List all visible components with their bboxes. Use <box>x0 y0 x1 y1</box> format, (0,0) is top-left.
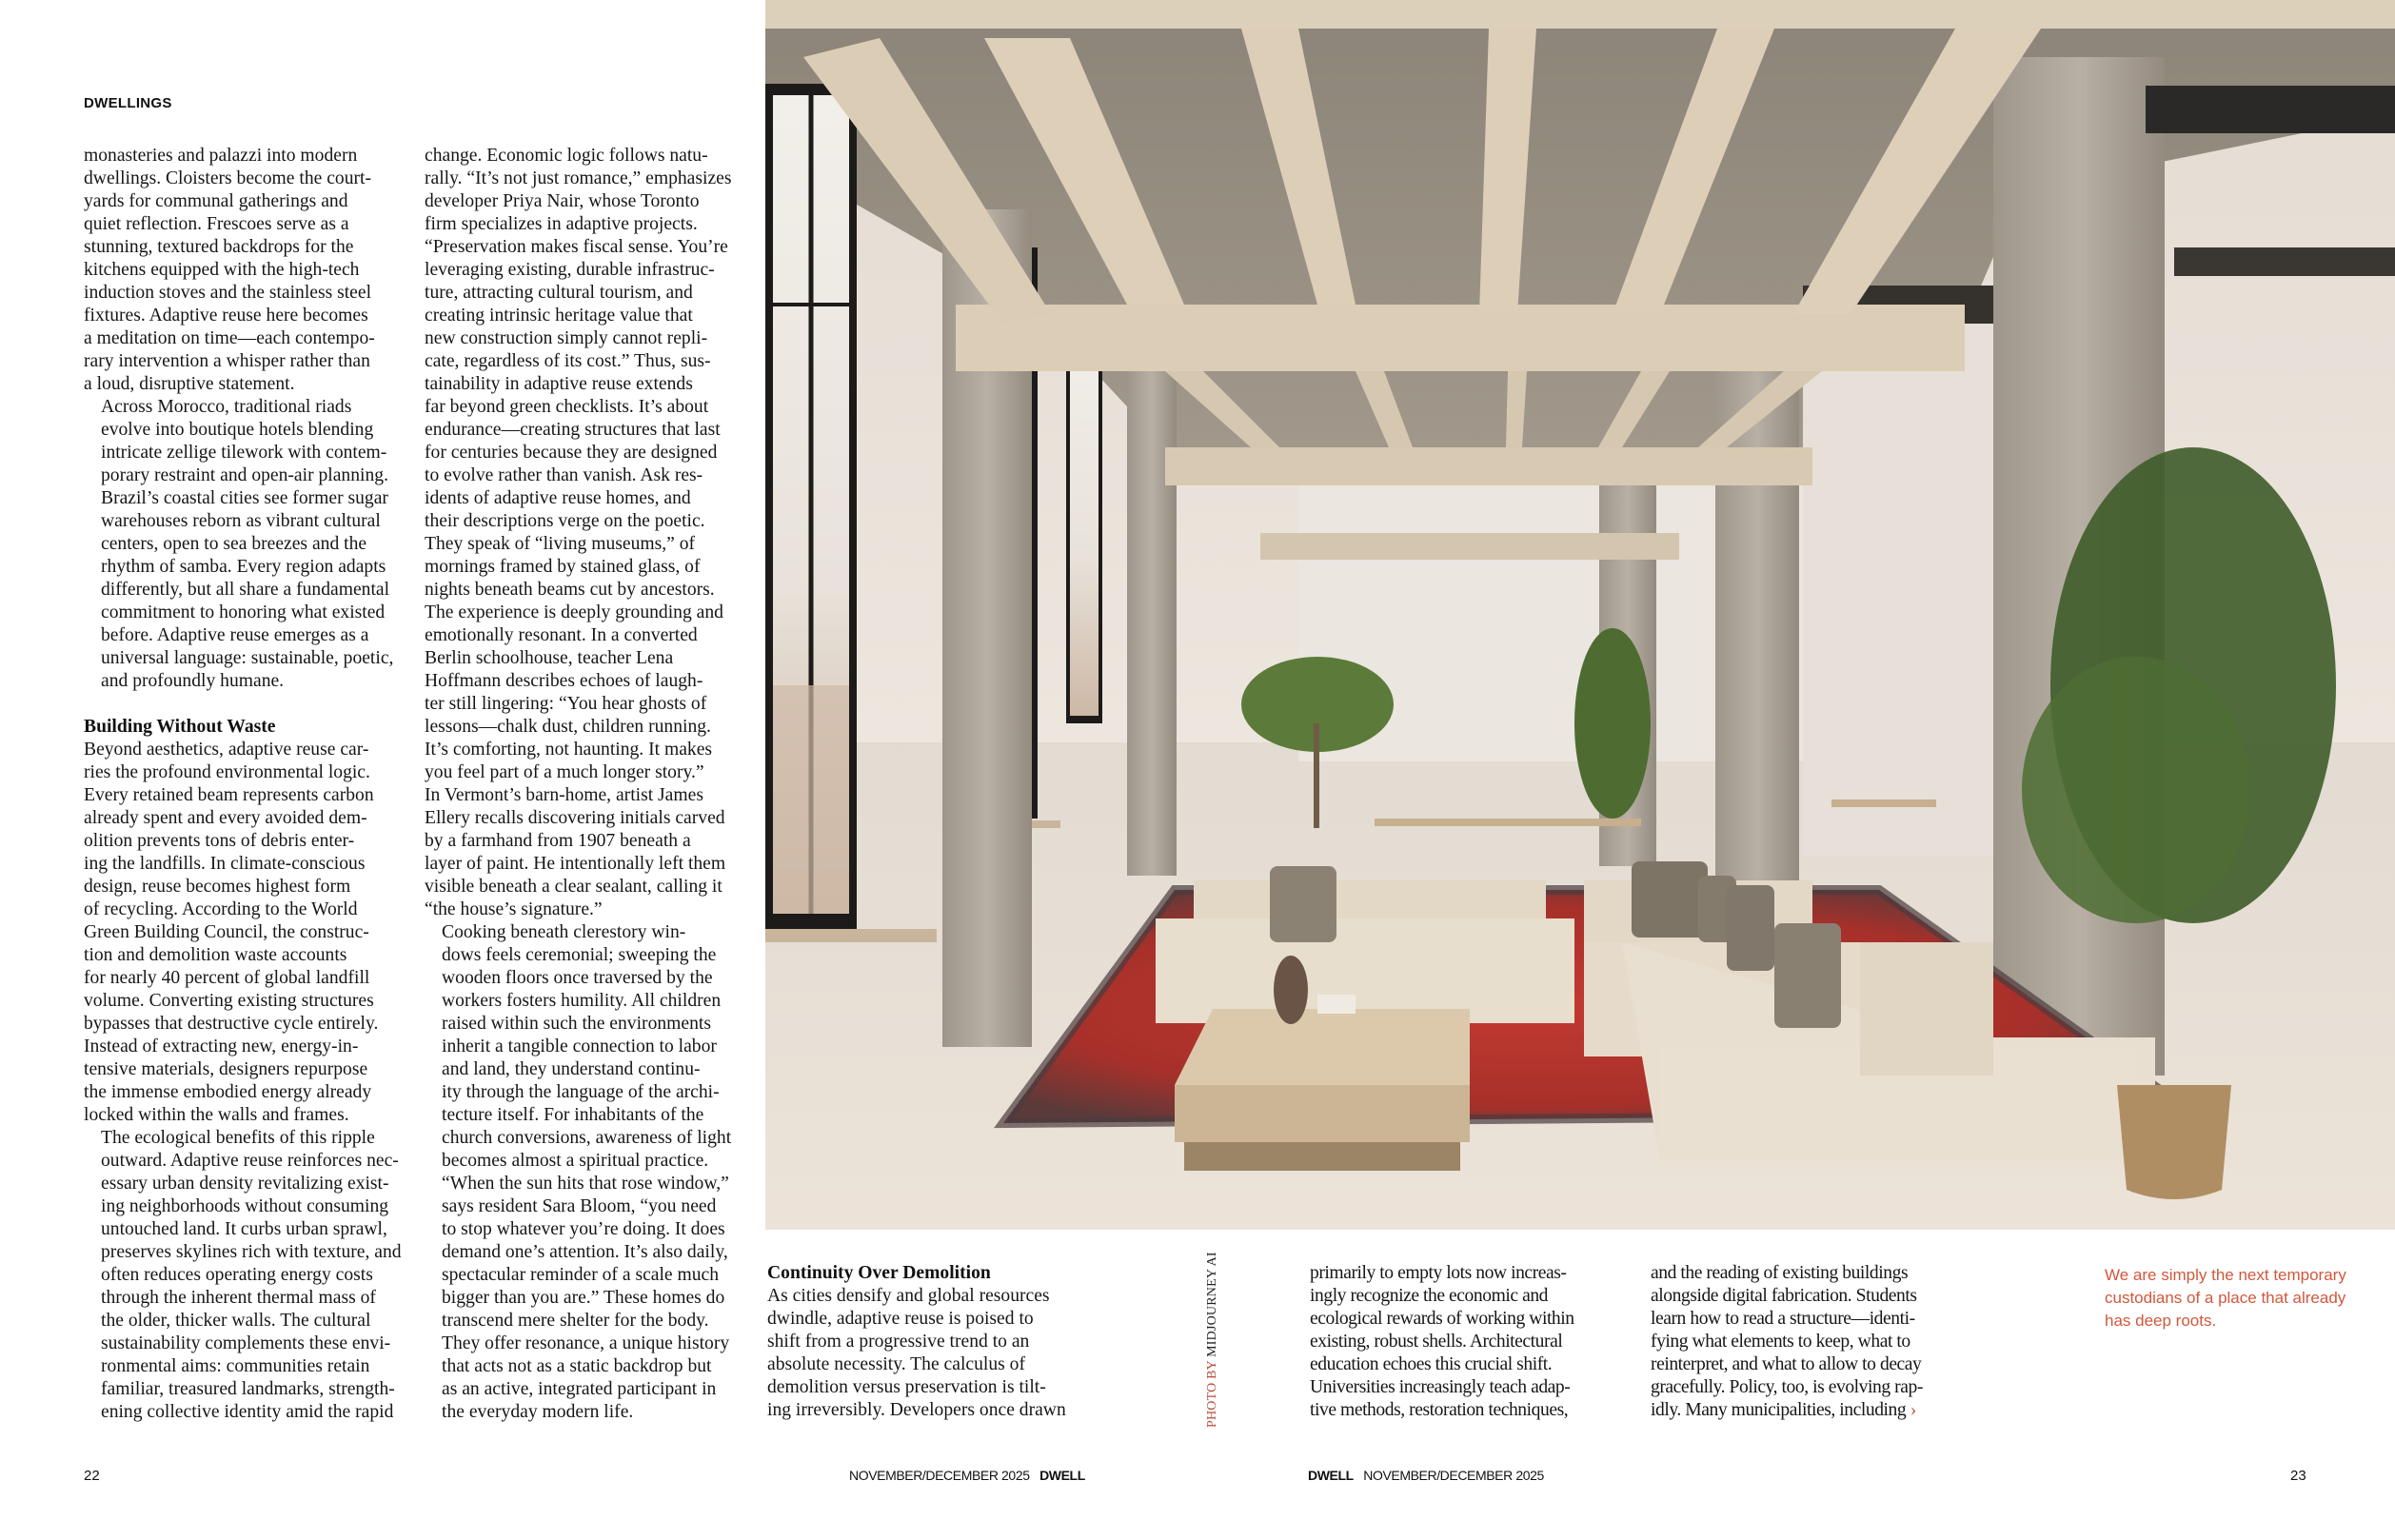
text-line: They speak of “living museums,” of <box>425 534 696 554</box>
pull-quote: We are simply the next temporary custodians of a place that already has deep roots. <box>2105 1266 2346 1330</box>
magazine-brand: DWELL <box>1039 1468 1085 1483</box>
text-line: shift from a progressive trend to an <box>767 1332 1030 1352</box>
text-line: “the house’s signature.” <box>425 899 603 919</box>
text-line: often reduces operating energy costs <box>101 1265 373 1285</box>
text-line: familiar, treasured landmarks, strength- <box>101 1379 395 1399</box>
magazine-brand: DWELL <box>1308 1468 1354 1483</box>
text-line: change. Economic logic follows natu- <box>425 146 708 166</box>
subheading-building-without-waste: Building Without Waste <box>84 717 276 737</box>
text-line: It’s comforting, not haunting. It makes <box>425 740 713 760</box>
text-line: As cities densify and global resources <box>767 1286 1050 1306</box>
article-column-4 <box>1310 1262 1624 1422</box>
loft-interior-image <box>765 0 2395 1230</box>
text-line: centers, open to sea breezes and the <box>101 534 367 554</box>
text-line: primarily to empty lots now increas- <box>1310 1263 1567 1283</box>
text-line: Instead of extracting new, energy-in- <box>84 1037 359 1056</box>
feature-photo <box>765 0 2395 1230</box>
text-line: bigger than you are.” These homes do <box>442 1288 725 1308</box>
text-line: ries the profound environmental logic. <box>84 762 370 782</box>
paragraph <box>425 145 748 921</box>
text-line: church conversions, awareness of light <box>442 1128 732 1148</box>
text-line: tecture itself. For inhabitants of the <box>442 1105 704 1125</box>
paragraph <box>84 1127 402 1424</box>
text-line: inherit a tangible connection to labor <box>442 1037 717 1056</box>
text-line: to evolve rather than vanish. Ask res- <box>425 465 703 485</box>
text-line: as an active, integrated participant in <box>442 1379 717 1399</box>
text-line: ing neighborhoods without consuming <box>101 1196 389 1216</box>
text-line: dwindle, adaptive reuse is poised to <box>767 1309 1034 1329</box>
text-line: yards for communal gatherings and <box>84 191 348 211</box>
text-line: essary urban density revitalizing exist- <box>101 1174 389 1194</box>
text-line: becomes almost a spiritual practice. <box>442 1151 709 1171</box>
text-line: Berlin schoolhouse, teacher Lena <box>425 648 674 668</box>
text-line: ing irreversibly. Developers once drawn <box>767 1400 1066 1420</box>
text-line: a loud, disruptive statement. <box>84 374 295 394</box>
text-line: Hoffmann describes echoes of laugh- <box>425 671 703 691</box>
text-line: The ecological benefits of this ripple <box>101 1128 375 1148</box>
text-line: idents of adaptive reuse homes, and <box>425 488 691 508</box>
text-line: layer of paint. He intentionally left them <box>425 854 726 874</box>
text-line: emotionally resonant. In a converted <box>425 625 698 645</box>
text-line: their descriptions verge on the poetic. <box>425 511 705 531</box>
page-number-right: 23 <box>2290 1468 2306 1484</box>
text-line: Across Morocco, traditional riads <box>101 397 352 417</box>
issue-date: NOVEMBER/DECEMBER 2025 <box>849 1468 1030 1483</box>
text-line: transcend mere shelter for the body. <box>442 1311 709 1331</box>
section-label: DWELLINGS <box>84 95 172 111</box>
photo-credit <box>1205 1252 1220 1428</box>
text-line: rally. “It’s not just romance,” emphasizes <box>425 168 732 188</box>
text-line: Every retained beam represents carbon <box>84 785 374 805</box>
text-line: reinterpret, and what to allow to decay <box>1651 1354 1922 1374</box>
text-line: In Vermont’s barn-home, artist James <box>425 785 703 805</box>
text-line: tainability in adaptive reuse extends <box>425 374 693 394</box>
text-line: kitchens equipped with the high-tech <box>84 260 360 280</box>
text-line: fixtures. Adaptive reuse here becomes <box>84 306 368 326</box>
text-line: existing, robust shells. Architectural <box>1310 1332 1563 1352</box>
text-line: and the reading of existing buildings <box>1651 1263 1909 1283</box>
text-line: already spent and every avoided dem- <box>84 808 367 828</box>
text-line: intricate zellige tilework with contem- <box>101 443 387 463</box>
text-line: ture, attracting cultural tourism, and <box>425 283 693 303</box>
text-line: dows feels ceremonial; sweeping the <box>442 945 717 965</box>
subheading-continuity-over-demolition: Continuity Over Demolition <box>767 1263 991 1283</box>
text-line: of recycling. According to the World <box>84 899 358 919</box>
text-line: for centuries because they are designed <box>425 443 718 463</box>
last-line-text: idly. Many municipalities, including <box>1651 1400 1907 1420</box>
paragraph <box>84 145 398 396</box>
photo-credit-prefix: PHOTO BY <box>1205 1360 1219 1428</box>
text-line: “Preservation makes fiscal sense. You’re <box>425 237 728 257</box>
text-line: you feel part of a much longer story.” <box>425 762 704 782</box>
paragraph-last-line <box>1651 1399 1974 1422</box>
text-line: ingly recognize the economic and <box>1310 1286 1549 1306</box>
text-line: to stop whatever you’re doing. It does <box>442 1219 725 1239</box>
paragraph <box>84 739 398 1127</box>
text-line: outward. Adaptive reuse reinforces nec- <box>101 1151 399 1171</box>
text-line: raised within such the environments <box>442 1014 711 1034</box>
text-line: rhythm of samba. Every region adapts <box>101 557 386 577</box>
text-line: developer Priya Nair, whose Toronto <box>425 191 700 211</box>
text-line: spectacular reminder of a scale much <box>442 1265 720 1285</box>
text-line: leveraging existing, durable infrastruc- <box>425 260 715 280</box>
text-line: The experience is deeply grounding and <box>425 602 723 622</box>
text-line: nights beneath beams cut by ancestors. <box>425 580 715 600</box>
article-column-2 <box>425 145 748 1424</box>
text-line: porary restraint and open-air planning. <box>101 465 388 485</box>
text-line: differently, but all share a fundamental <box>101 580 390 600</box>
text-line: universal language: sustainable, poetic, <box>101 648 394 668</box>
text-line: and profoundly humane. <box>101 671 285 691</box>
text-line: tion and demolition waste accounts <box>84 945 347 965</box>
text-line: wooden floors once traversed by the <box>442 968 713 988</box>
article-column-5 <box>1651 1262 1974 1422</box>
text-line: for nearly 40 percent of global landfill <box>84 968 370 988</box>
text-line: evolve into boutique hotels blending <box>101 420 374 440</box>
text-line: the everyday modern life. <box>442 1402 634 1422</box>
text-line: lessons—chalk dust, children running. <box>425 717 711 737</box>
text-line: absolute necessity. The calculus of <box>767 1354 1025 1374</box>
text-line: bypasses that destructive cycle entirely. <box>84 1014 379 1034</box>
text-line: monasteries and palazzi into modern <box>84 146 358 166</box>
text-line: rary intervention a whisper rather than <box>84 351 370 371</box>
text-line: volume. Converting existing structures <box>84 991 374 1011</box>
text-line: preserves skylines rich with texture, and <box>101 1242 402 1262</box>
text-line: They offer resonance, a unique history <box>442 1333 730 1353</box>
paragraph <box>1651 1262 1974 1399</box>
text-line: ronmental aims: communities retain <box>101 1356 370 1376</box>
text-line: “When the sun hits that rose window,” <box>442 1174 729 1194</box>
paragraph <box>767 1285 1081 1422</box>
text-line: dwellings. Cloisters become the court- <box>84 168 372 188</box>
text-line: learn how to read a structure—identi- <box>1651 1309 1915 1329</box>
text-line: alongside digital fabrication. Students <box>1651 1286 1917 1306</box>
page-number-left: 22 <box>84 1468 100 1484</box>
text-line: demolition versus preservation is tilt- <box>767 1377 1046 1397</box>
text-line: commitment to honoring what existed <box>101 602 386 622</box>
text-line: endurance—creating structures that last <box>425 420 721 440</box>
text-line: before. Adaptive reuse emerges as a <box>101 625 369 645</box>
article-column-3 <box>767 1262 1081 1422</box>
text-line: fying what elements to keep, what to <box>1651 1332 1910 1352</box>
text-line: olition prevents tons of debris enter- <box>84 831 355 851</box>
text-line: workers fosters humility. All children <box>442 991 722 1011</box>
text-line: ity through the language of the archi- <box>442 1082 720 1102</box>
text-line: stunning, textured backdrops for the <box>84 237 354 257</box>
text-line: tensive materials, designers repurpose <box>84 1059 368 1079</box>
text-line: demand one’s attention. It’s also daily, <box>442 1242 728 1262</box>
text-line: cate, regardless of its cost.” Thus, sus- <box>425 351 711 371</box>
text-line: locked within the walls and frames. <box>84 1105 349 1125</box>
text-line: the immense embodied energy already <box>84 1082 372 1102</box>
text-line: sustainability complements these envi- <box>101 1333 391 1353</box>
text-line: Universities increasingly teach adap- <box>1310 1377 1571 1397</box>
text-line: firm specializes in adaptive projects. <box>425 214 698 234</box>
issue-date: NOVEMBER/DECEMBER 2025 <box>1363 1468 1544 1483</box>
text-line: Ellery recalls discovering initials carved <box>425 808 725 828</box>
text-line: ter still lingering: “You hear ghosts of <box>425 694 707 714</box>
paragraph <box>84 396 398 693</box>
text-line: mornings framed by stained glass, of <box>425 557 701 577</box>
text-line: new construction simply cannot repli- <box>425 328 708 348</box>
text-line: creating intrinsic heritage value that <box>425 306 693 326</box>
text-line: induction stoves and the stainless steel <box>84 283 372 303</box>
text-line: ing the landfills. In climate-conscious <box>84 854 366 874</box>
article-column-1 <box>84 145 402 1424</box>
photo-credit-source: MIDJOURNEY AI <box>1205 1252 1219 1357</box>
text-line: untouched land. It curbs urban sprawl, <box>101 1219 387 1239</box>
paragraph <box>1310 1262 1624 1422</box>
text-line: ecological rewards of working within <box>1310 1309 1574 1329</box>
text-line: far beyond green checklists. It’s about <box>425 397 709 417</box>
text-line: Beyond aesthetics, adaptive reuse car- <box>84 740 369 760</box>
continue-arrow-icon: › <box>1910 1400 1916 1420</box>
text-line: design, reuse becomes highest form <box>84 877 351 897</box>
text-line: through the inherent thermal mass of <box>101 1288 376 1308</box>
text-line: by a farmhand from 1907 beneath a <box>425 831 691 851</box>
text-line: warehouses reborn as vibrant cultural <box>101 511 381 531</box>
folio-left <box>849 1468 1085 1483</box>
text-line: Green Building Council, the construc- <box>84 922 369 942</box>
text-line: tive methods, restoration techniques, <box>1310 1400 1569 1420</box>
text-line: quiet reflection. Frescoes serve as a <box>84 214 349 234</box>
text-line: the older, thicker walls. The cultural <box>101 1311 371 1331</box>
text-line: a meditation on time—each contempo- <box>84 328 375 348</box>
text-line: education echoes this crucial shift. <box>1310 1354 1553 1374</box>
text-line: says resident Sara Bloom, “you need <box>442 1196 717 1216</box>
text-line: ening collective identity amid the rapid <box>101 1402 394 1422</box>
text-line: and land, they understand continu- <box>442 1059 701 1079</box>
text-line: Cooking beneath clerestory win- <box>442 922 686 942</box>
folio-right <box>1308 1468 1544 1483</box>
text-line: gracefully. Policy, too, is evolving rap- <box>1651 1377 1923 1397</box>
paragraph <box>425 921 748 1424</box>
text-line: visible beneath a clear sealant, calling it <box>425 877 722 897</box>
text-line: that acts not as a static backdrop but <box>442 1356 712 1376</box>
text-line: Brazil’s coastal cities see former sugar <box>101 488 388 508</box>
